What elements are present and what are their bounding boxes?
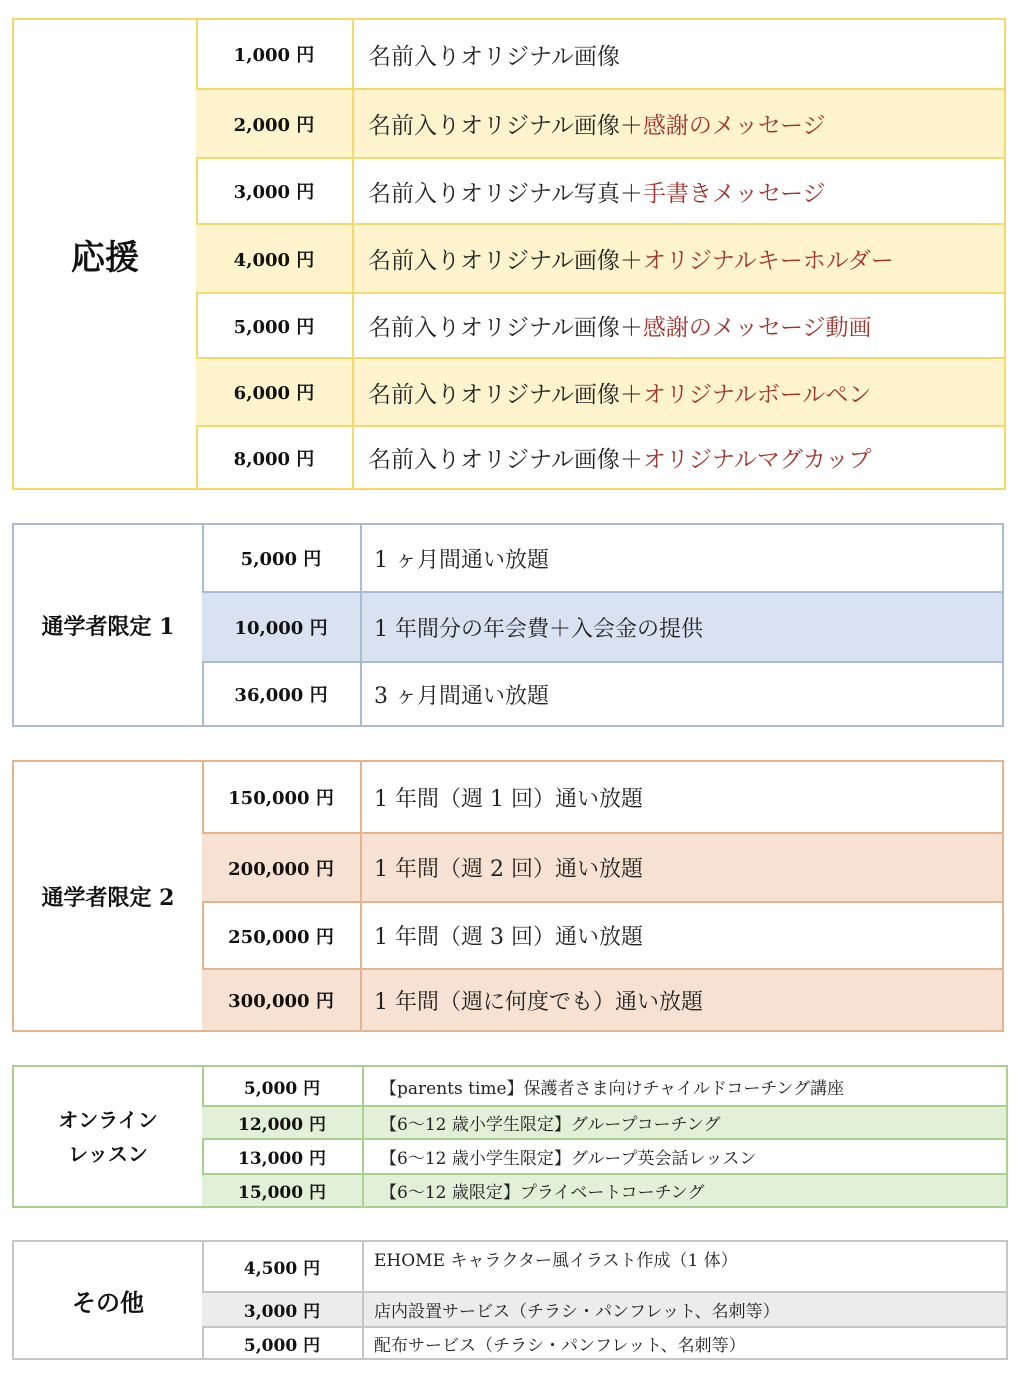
description-cell: 3 ヶ月間通い放題 — [374, 683, 549, 709]
reward-base-text: 名前入りオリジナル画像＋ — [368, 248, 643, 274]
commuter-plan-1-table — [12, 523, 1004, 727]
category-label: 応援 — [14, 20, 198, 488]
table-row — [202, 1291, 1006, 1326]
price-cell: 4,000 円 — [196, 225, 354, 292]
table-row — [202, 1138, 1006, 1173]
description-cell: 【6～12 歳小学生限定】グループ英会話レッスン — [380, 1149, 757, 1169]
reward-extra-text: 感謝のメッセージ — [642, 113, 826, 139]
table-row — [196, 357, 1004, 425]
table-row — [202, 1067, 1006, 1105]
price-cell: 3,000 円 — [196, 159, 354, 223]
description-cell: 【6～12 歳小学生限定】グループコーチング — [380, 1115, 721, 1135]
description-cell: EHOME キャラクター風イラスト作成（1 体） — [374, 1251, 738, 1271]
price-cell: 5,000 円 — [202, 1328, 364, 1358]
table-row — [196, 223, 1004, 292]
reward-extra-text: 手書きメッセージ — [642, 180, 826, 207]
price-cell: 5,000 円 — [202, 525, 362, 591]
table-row — [202, 1173, 1006, 1206]
table-row — [202, 1105, 1006, 1138]
price-cell: 250,000 円 — [202, 903, 362, 968]
price-cell: 5,000 円 — [202, 1067, 364, 1105]
description-cell — [354, 359, 1004, 425]
table-row — [202, 762, 1002, 832]
description-cell: 1 年間（週 1 回）通い放題 — [374, 786, 643, 812]
table-row — [202, 591, 1002, 661]
price-cell: 8,000 円 — [196, 427, 354, 488]
category-label: 通学者限定 1 — [14, 525, 204, 725]
table-row — [202, 525, 1002, 591]
reward-base-text: 名前入りオリジナル画像＋ — [368, 113, 643, 139]
price-cell: 12,000 円 — [202, 1107, 364, 1138]
category-label: その他 — [14, 1242, 204, 1358]
table-row — [196, 88, 1004, 157]
table-row — [196, 20, 1004, 88]
description-cell — [354, 294, 1004, 357]
price-cell: 15,000 円 — [202, 1175, 364, 1206]
description-cell — [354, 225, 1004, 292]
price-cell: 3,000 円 — [202, 1293, 364, 1326]
description-cell — [354, 90, 1004, 157]
description-cell — [354, 20, 1004, 88]
price-cell: 300,000 円 — [202, 970, 362, 1030]
commuter-plan-2-table — [12, 760, 1004, 1032]
description-cell: 1 ヶ月間通い放題 — [374, 547, 549, 573]
online-lesson-table — [12, 1065, 1008, 1208]
reward-base-text: 名前入りオリジナル画像＋ — [368, 315, 643, 341]
category-label — [14, 1067, 204, 1206]
table-row — [202, 832, 1002, 901]
table-row — [202, 1242, 1006, 1291]
price-cell: 36,000 円 — [202, 663, 362, 725]
reward-base-text: 名前入りオリジナル画像＋ — [368, 381, 643, 408]
table-row — [196, 425, 1004, 488]
reward-extra-text: オリジナルマグカップ — [642, 447, 872, 473]
table-row — [202, 968, 1002, 1030]
description-cell: 配布サービス（チラシ・パンフレット、名刺等） — [374, 1335, 746, 1356]
reward-base-text: 名前入りオリジナル写真＋ — [368, 180, 643, 207]
reward-base-text: 名前入りオリジナル画像＋ — [368, 447, 643, 473]
category-label-line-1: オンライン — [58, 1107, 158, 1132]
price-cell: 1,000 円 — [196, 20, 354, 88]
description-cell: 1 年間（週 2 回）通い放題 — [374, 857, 643, 882]
support-plan-table — [12, 18, 1006, 490]
price-cell: 13,000 円 — [202, 1140, 364, 1173]
price-cell: 2,000 円 — [196, 90, 354, 157]
price-cell: 200,000 円 — [202, 834, 362, 901]
table-row — [196, 157, 1004, 223]
description-cell: 【6～12 歳限定】プライベートコーチング — [380, 1183, 705, 1203]
description-cell: 店内設置サービス（チラシ・パンフレット、名刺等） — [374, 1302, 780, 1322]
description-cell: 1 年間（週 3 回）通い放題 — [374, 925, 643, 950]
price-cell: 10,000 円 — [202, 593, 362, 661]
price-cell: 150,000 円 — [202, 762, 362, 832]
description-cell — [354, 427, 1004, 488]
price-cell: 6,000 円 — [196, 359, 354, 425]
reward-extra-text: 感謝のメッセージ動画 — [642, 315, 872, 341]
category-label: 通学者限定 2 — [14, 762, 204, 1030]
description-cell — [354, 159, 1004, 223]
table-row — [196, 292, 1004, 357]
table-row — [202, 661, 1002, 725]
other-services-table — [12, 1240, 1008, 1360]
reward-extra-text: オリジナルボールペン — [642, 381, 872, 408]
description-cell: 【parents time】保護者さま向けチャイルドコーチング講座 — [380, 1078, 845, 1099]
reward-extra-text: オリジナルキーホルダー — [642, 248, 894, 274]
description-cell: 1 年間分の年会費＋入会金の提供 — [374, 616, 703, 642]
price-cell: 4,500 円 — [202, 1242, 364, 1291]
price-cell: 5,000 円 — [196, 294, 354, 357]
category-label-line-2: レッスン — [68, 1141, 148, 1166]
table-row — [202, 1326, 1006, 1358]
description-cell: 1 年間（週に何度でも）通い放題 — [374, 989, 703, 1015]
table-row — [202, 901, 1002, 968]
reward-base-text: 名前入りオリジナル画像 — [368, 43, 620, 70]
